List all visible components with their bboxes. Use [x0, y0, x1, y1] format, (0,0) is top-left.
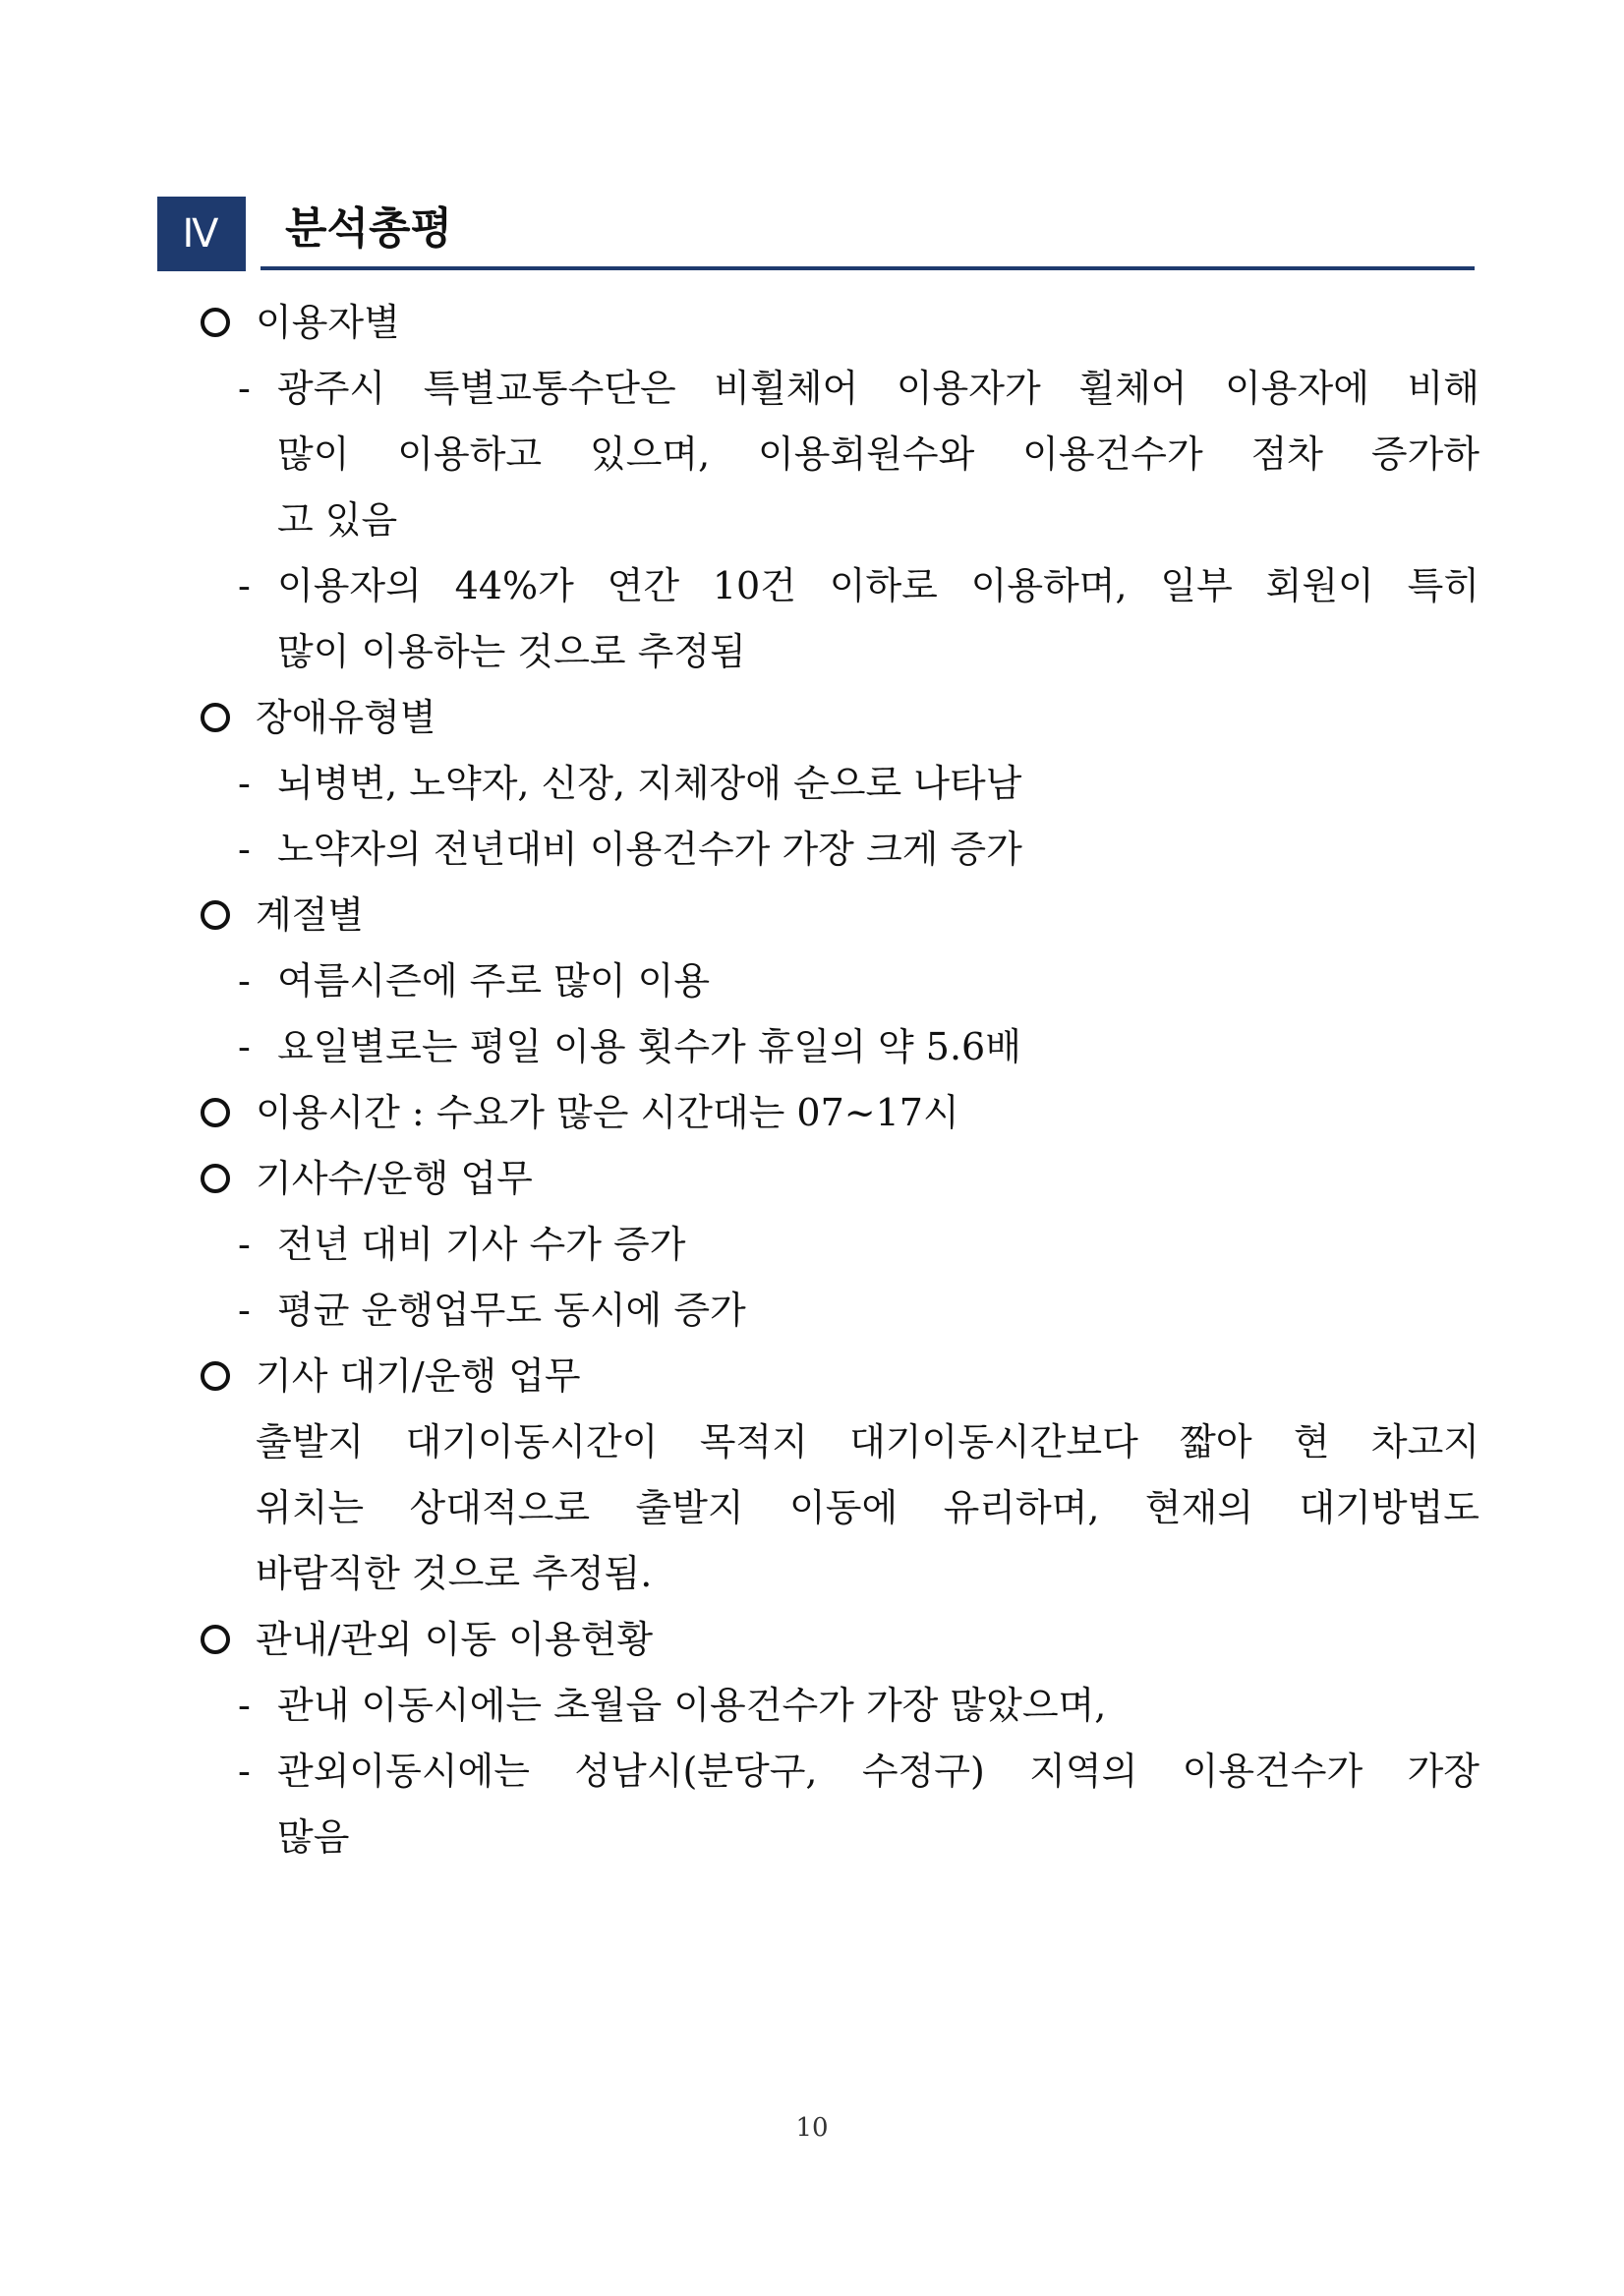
line-text: 노약자의 전년대비 이용건수가 가장 크게 증가: [277, 828, 1022, 871]
line-text: 광주시 특별교통수단은 비휠체어 이용자가 휠체어 이용자에 비해: [277, 367, 1479, 410]
bullet-heading: [197, 290, 1479, 356]
circle-bullet-icon: [201, 900, 230, 930]
paragraph-line: [197, 1541, 1479, 1607]
dash-bullet: -: [238, 828, 251, 871]
line-text: 많음: [277, 1815, 350, 1859]
continuation-line: [197, 488, 1479, 553]
paragraph-line: [197, 1475, 1479, 1541]
line-text: 관외이동시에는 성남시(분당구, 수정구) 지역의 이용건수가 가장: [277, 1750, 1479, 1793]
dash-bullet: -: [238, 1684, 251, 1727]
line-text: 이용자의 44%가 연간 10건 이하로 이용하며, 일부 회원이 특히: [277, 564, 1479, 607]
circle-bullet-icon: [201, 1098, 230, 1127]
section-number-box: Ⅳ: [157, 197, 246, 271]
dash-item: [197, 1212, 1479, 1278]
summary-content: [197, 290, 1479, 1870]
dash-item: [197, 751, 1479, 817]
dash-item: [197, 1014, 1479, 1080]
bullet-heading: [197, 1344, 1479, 1409]
dash-bullet: -: [238, 1750, 251, 1793]
line-text: 관내/관외 이동 이용현황: [256, 1618, 654, 1661]
line-text: 위치는 상대적으로 출발지 이동에 유리하며, 현재의 대기방법도: [256, 1486, 1479, 1529]
line-text: 고 있음: [277, 498, 398, 542]
dash-item: [197, 356, 1479, 422]
bullet-heading: [197, 685, 1479, 751]
dash-item: [197, 1673, 1479, 1739]
line-text: 기사 대기/운행 업무: [256, 1354, 581, 1398]
line-text: 많이 이용하는 것으로 추정됨: [277, 630, 746, 673]
dash-item: [197, 1278, 1479, 1344]
dash-item: [197, 817, 1479, 883]
circle-bullet-icon: [201, 1625, 230, 1654]
dash-bullet: -: [238, 959, 251, 1003]
continuation-line: [197, 422, 1479, 488]
continuation-line: [197, 619, 1479, 685]
bullet-heading: [197, 1607, 1479, 1673]
dash-bullet: -: [238, 564, 251, 607]
line-text: 계절별: [256, 893, 365, 937]
circle-bullet-icon: [201, 1164, 230, 1193]
page-number: 10: [795, 2113, 829, 2143]
line-text: 이용자별: [256, 301, 400, 344]
bullet-heading: [197, 883, 1479, 948]
line-text: 요일별로는 평일 이용 횟수가 휴일의 약 5.6배: [277, 1025, 1021, 1068]
line-text: 전년 대비 기사 수가 증가: [277, 1223, 686, 1266]
paragraph-line: [197, 1409, 1479, 1475]
section-title: 분석총평: [285, 203, 453, 254]
line-text: 여름시즌에 주로 많이 이용: [277, 959, 711, 1003]
dash-bullet: -: [238, 762, 251, 805]
line-text: 이용시간 : 수요가 많은 시간대는 07~17시: [256, 1091, 959, 1134]
circle-bullet-icon: [201, 1361, 230, 1391]
dash-bullet: -: [238, 1223, 251, 1266]
dash-item: [197, 1739, 1479, 1805]
line-text: 기사수/운행 업무: [256, 1157, 533, 1200]
line-text: 바람직한 것으로 추정됨.: [256, 1552, 653, 1595]
circle-bullet-icon: [201, 703, 230, 732]
bullet-heading: [197, 1080, 1479, 1146]
continuation-line: [197, 1805, 1479, 1870]
line-text: 관내 이동시에는 초월읍 이용건수가 가장 많았으며,: [277, 1684, 1107, 1727]
line-text: 출발지 대기이동시간이 목적지 대기이동시간보다 짧아 현 차고지: [256, 1420, 1479, 1464]
bullet-heading: [197, 1146, 1479, 1212]
circle-bullet-icon: [201, 308, 230, 337]
dash-item: [197, 553, 1479, 619]
line-text: 장애유형별: [256, 696, 436, 739]
dash-bullet: -: [238, 1289, 251, 1332]
line-text: 많이 이용하고 있으며, 이용회원수와 이용건수가 점차 증가하: [277, 432, 1479, 476]
title-underline: [261, 266, 1475, 270]
dash-bullet: -: [238, 367, 251, 410]
dash-item: [197, 948, 1479, 1014]
dash-bullet: -: [238, 1025, 251, 1068]
line-text: 뇌병변, 노약자, 신장, 지체장애 순으로 나타남: [277, 762, 1022, 805]
section-header: [157, 197, 1475, 271]
line-text: 평균 운행업무도 동시에 증가: [277, 1289, 746, 1332]
